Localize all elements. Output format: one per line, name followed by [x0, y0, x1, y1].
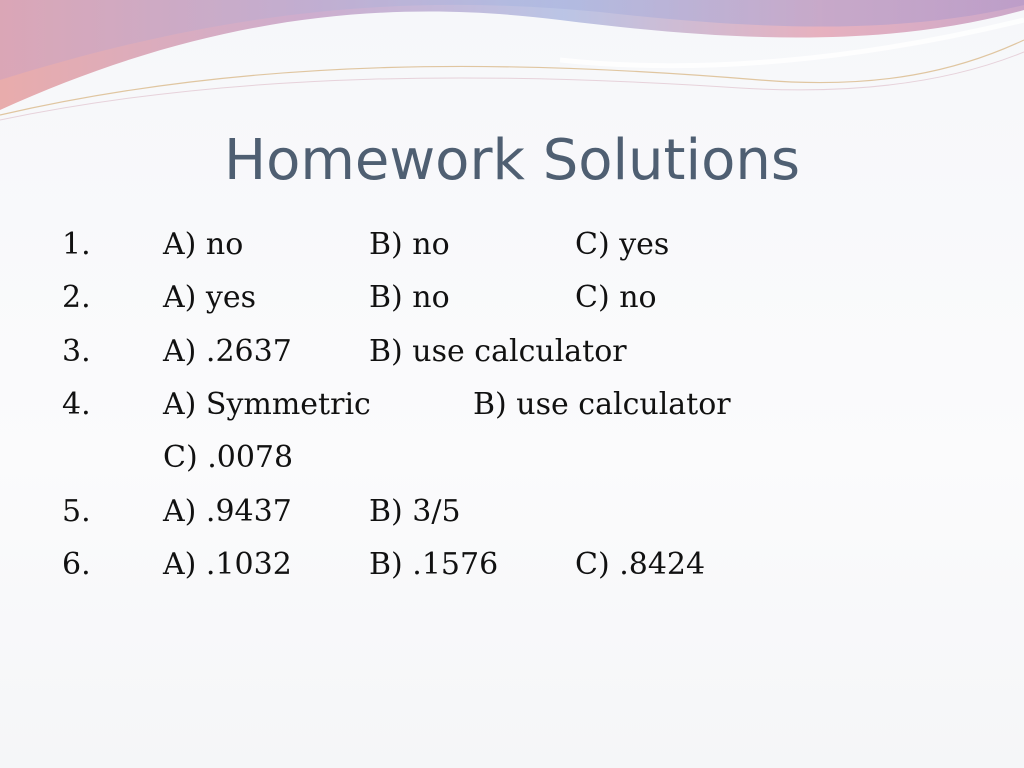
- question-number: 6.: [62, 547, 91, 582]
- answer-b: B) .1576: [369, 547, 499, 582]
- question-number: 5.: [62, 494, 91, 529]
- question-number: 1.: [62, 227, 91, 262]
- answer-b: B) 3/5: [369, 494, 461, 529]
- answer-c: C) no: [575, 280, 657, 315]
- answer-c: C) .0078: [163, 440, 294, 475]
- answer-c: C) .8424: [575, 547, 706, 582]
- question-number: 4.: [62, 387, 91, 422]
- answer-a: A) .1032: [163, 547, 292, 582]
- answer-c: C) yes: [575, 227, 670, 262]
- question-number: 2.: [62, 280, 91, 315]
- answer-b: B) no: [369, 227, 450, 262]
- answer-b: B) no: [369, 280, 450, 315]
- answer-a: A) .2637: [163, 334, 292, 369]
- answer-b: B) use calculator: [369, 334, 627, 369]
- answer-a: A) no: [163, 227, 244, 262]
- question-number: 3.: [62, 334, 91, 369]
- slide-title: Homework Solutions: [224, 128, 800, 193]
- answer-a: A) .9437: [163, 494, 292, 529]
- answer-a: A) Symmetric: [163, 387, 371, 422]
- answer-a: A) yes: [163, 280, 257, 315]
- answer-b: B) use calculator: [473, 387, 731, 422]
